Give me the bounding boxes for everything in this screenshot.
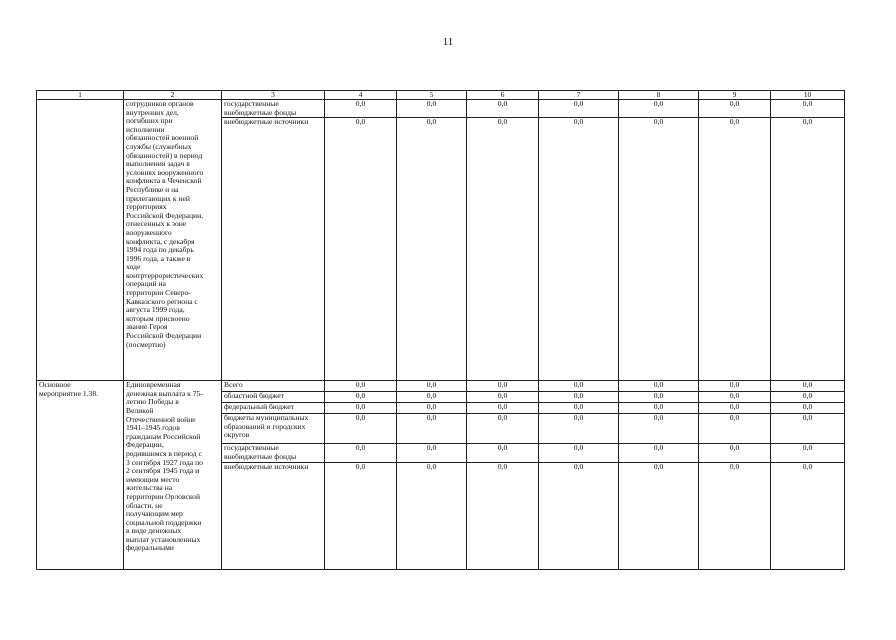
budget-table [36, 90, 845, 570]
activity-description-cell: сотрудников органов внутренних дел, погибших при исполнении обязанностей военной службы (служебных обязанностей) в период выполнения задач в условиях вооруженного конфликта в Чеченской Республике и на прилегающих к ней территориях Российской Федерации, отнесенных к зоне вооруженного конфликта, с декабря 1994 года по декабрь 1996 года, а также в ходе контртеррористических операций на территории Северо- Кавказского региона с августа 1999 года, которым присвоено звание Героя Российской Федерации (посмертно) [124, 100, 222, 381]
value-cell: 0,0 [467, 463, 539, 570]
value-cell: 0,0 [699, 381, 771, 392]
value-cell: 0,0 [619, 100, 699, 118]
value-cell: 0,0 [325, 414, 397, 444]
value-cell: 0,0 [325, 392, 397, 403]
value-cell: 0,0 [539, 118, 619, 381]
value-cell: 0,0 [539, 414, 619, 444]
value-cell: 0,0 [397, 118, 467, 381]
header-cell: 5 [397, 91, 467, 100]
activity-code-cell: Основное мероприятие 1.38. [37, 381, 124, 570]
value-cell: 0,0 [539, 381, 619, 392]
value-cell: 0,0 [467, 444, 539, 463]
value-cell: 0,0 [397, 100, 467, 118]
value-cell: 0,0 [771, 392, 845, 403]
value-cell: 0,0 [467, 100, 539, 118]
value-cell: 0,0 [619, 381, 699, 392]
funding-source-cell: государственные внебюджетные фонды [222, 444, 325, 463]
header-cell: 2 [124, 91, 222, 100]
value-cell: 0,0 [619, 444, 699, 463]
value-cell: 0,0 [325, 463, 397, 570]
header-cell: 7 [539, 91, 619, 100]
funding-source-cell: федеральный бюджет [222, 403, 325, 414]
value-cell: 0,0 [699, 392, 771, 403]
header-cell: 3 [222, 91, 325, 100]
value-cell: 0,0 [325, 444, 397, 463]
value-cell: 0,0 [771, 118, 845, 381]
value-cell: 0,0 [397, 463, 467, 570]
value-cell: 0,0 [771, 414, 845, 444]
funding-source-cell: областной бюджет [222, 392, 325, 403]
value-cell: 0,0 [771, 444, 845, 463]
value-cell: 0,0 [539, 463, 619, 570]
value-cell: 0,0 [699, 463, 771, 570]
value-cell: 0,0 [539, 392, 619, 403]
value-cell: 0,0 [771, 100, 845, 118]
value-cell: 0,0 [397, 444, 467, 463]
value-cell: 0,0 [325, 100, 397, 118]
page-number: 11 [442, 36, 454, 48]
activity-code-cell [37, 100, 124, 381]
value-cell: 0,0 [699, 444, 771, 463]
value-cell: 0,0 [325, 381, 397, 392]
value-cell: 0,0 [699, 100, 771, 118]
value-cell: 0,0 [539, 444, 619, 463]
value-cell: 0,0 [397, 414, 467, 444]
funding-source-cell: внебюджетные источники [222, 118, 325, 381]
value-cell: 0,0 [619, 414, 699, 444]
value-cell: 0,0 [619, 463, 699, 570]
value-cell: 0,0 [771, 403, 845, 414]
header-row [37, 91, 845, 100]
value-cell: 0,0 [397, 392, 467, 403]
header-cell: 8 [619, 91, 699, 100]
header-cell: 1 [37, 91, 124, 100]
value-cell: 0,0 [467, 403, 539, 414]
value-cell: 0,0 [771, 381, 845, 392]
activity-description-cell: Единовременная денежная выплата к 75- летию Победы в Великой Отечественной войне 1941–1945 годов гражданам Российской Федерации, родившимся в период с 3 сентября 1927 года по 2 сентября 1945 года и имеющим место жительства на территории Орловской области, не получающим мер социальной поддержки в виде денежных выплат установленных федеральными [124, 381, 222, 570]
value-cell: 0,0 [771, 463, 845, 570]
value-cell: 0,0 [539, 403, 619, 414]
table-row [37, 100, 845, 118]
header-cell: 4 [325, 91, 397, 100]
value-cell: 0,0 [467, 414, 539, 444]
value-cell: 0,0 [467, 392, 539, 403]
value-cell: 0,0 [699, 118, 771, 381]
funding-source-cell: внебюджетные источники [222, 463, 325, 570]
value-cell: 0,0 [619, 392, 699, 403]
value-cell: 0,0 [699, 414, 771, 444]
value-cell: 0,0 [699, 403, 771, 414]
value-cell: 0,0 [619, 118, 699, 381]
funding-source-cell: государственные внебюджетные фонды [222, 100, 325, 118]
value-cell: 0,0 [467, 381, 539, 392]
value-cell: 0,0 [397, 403, 467, 414]
header-cell: 9 [699, 91, 771, 100]
value-cell: 0,0 [619, 403, 699, 414]
header-cell: 6 [467, 91, 539, 100]
value-cell: 0,0 [325, 403, 397, 414]
value-cell: 0,0 [325, 118, 397, 381]
value-cell: 0,0 [539, 100, 619, 118]
funding-source-cell: бюджеты муниципальных образований и городских округов [222, 414, 325, 444]
header-cell: 10 [771, 91, 845, 100]
value-cell: 0,0 [397, 381, 467, 392]
funding-source-cell: Всего [222, 381, 325, 392]
table-row [37, 381, 845, 392]
value-cell: 0,0 [467, 118, 539, 381]
